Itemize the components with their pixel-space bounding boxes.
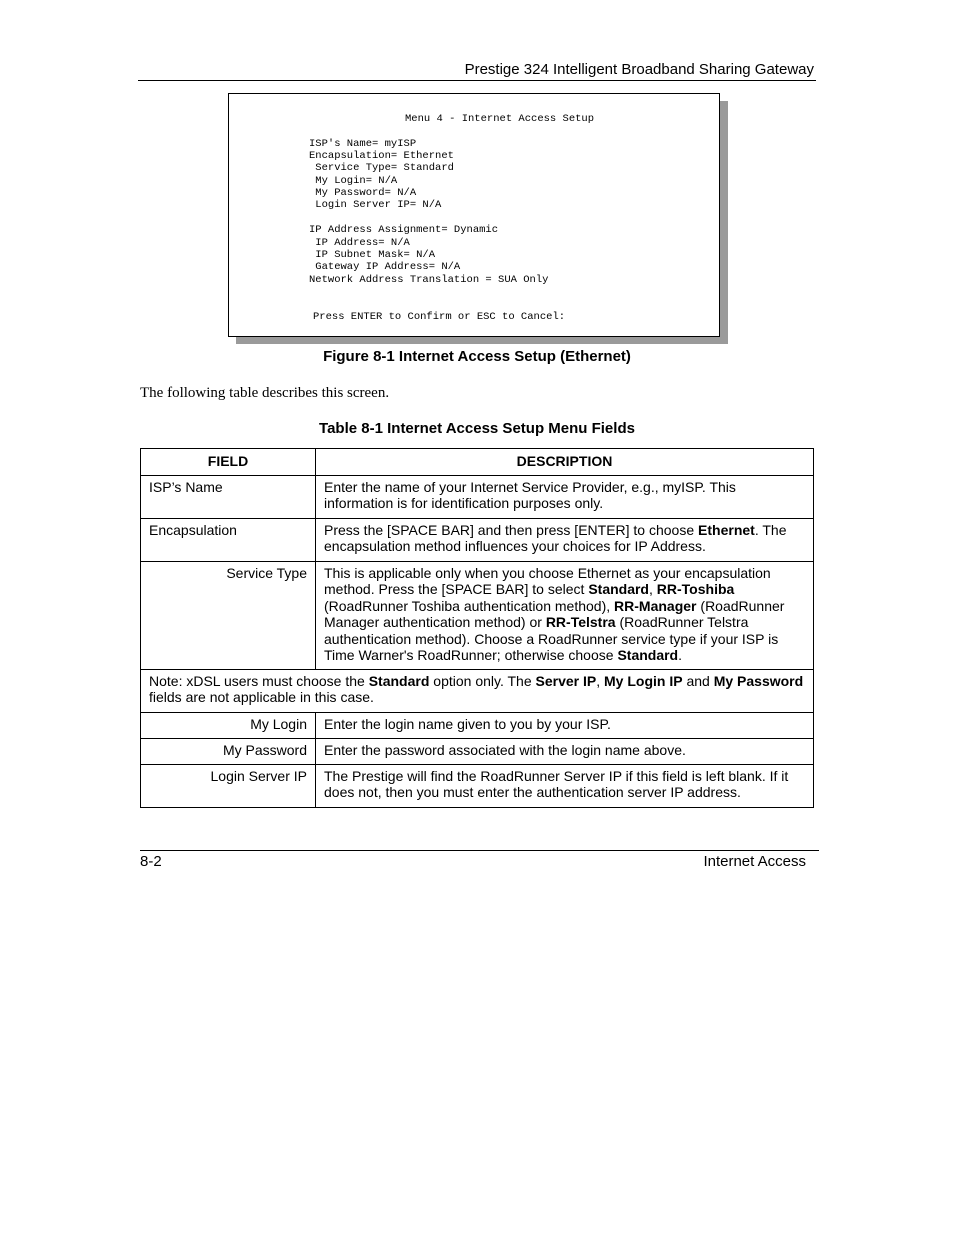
description-cell: Enter the password associated with the login name above. xyxy=(316,738,814,764)
text-run: . xyxy=(678,647,683,663)
field-cell: Service Type xyxy=(141,561,316,669)
screen-line-isp-name: ISP's Name= myISP xyxy=(309,138,417,150)
header-description: DESCRIPTION xyxy=(316,449,814,476)
bold-term: RR-Toshiba xyxy=(656,581,735,597)
table-row xyxy=(141,518,814,561)
bold-term: Standard xyxy=(368,672,430,689)
screen-line-subnet-mask: IP Subnet Mask= N/A xyxy=(309,249,436,261)
field-cell: Encapsulation xyxy=(141,518,316,561)
running-header-title: Prestige 324 Intelligent Broadband Sharing Gateway xyxy=(464,61,814,78)
table-row xyxy=(141,475,814,518)
header-field: FIELD xyxy=(141,449,316,476)
screen-line-nat: Network Address Translation = SUA Only xyxy=(309,274,549,286)
text-run: (RoadRunner Manager authentication method) or xyxy=(324,597,785,630)
field-cell: ISP’s Name xyxy=(141,475,316,518)
bold-term: My Login IP xyxy=(604,672,683,689)
description-cell: Enter the login name given to you by your ISP. xyxy=(316,712,814,738)
text-run: , xyxy=(596,672,604,689)
field-cell: My Password xyxy=(141,738,316,764)
bold-term: Server IP xyxy=(535,672,597,689)
table-row-note xyxy=(141,669,814,712)
text-run: fields are not applicable in this case. xyxy=(149,689,374,705)
bold-term: My Password xyxy=(713,672,804,689)
text-run: This is applicable only when you choose Ethernet as your encapsulation method. Press the [SPACE BAR] to select xyxy=(324,564,771,597)
table-row xyxy=(141,738,814,764)
screen-line-my-password: My Password= N/A xyxy=(309,187,417,199)
screen-line-my-login: My Login= N/A xyxy=(309,175,398,187)
bold-term: RR-Telstra xyxy=(545,614,616,630)
terminal-screen xyxy=(228,93,720,337)
field-cell: My Login xyxy=(141,712,316,738)
field-cell: Login Server IP xyxy=(141,764,316,807)
table-header-row xyxy=(141,449,814,476)
table-row xyxy=(141,764,814,807)
text-run: . The encapsulation method influences your choices for IP Address. xyxy=(324,521,787,554)
screen-line-service-type: Service Type= Standard xyxy=(309,162,454,174)
text-run: (RoadRunner Toshiba authentication method), xyxy=(324,597,615,614)
screen-prompt: Press ENTER to Confirm or ESC to Cancel: xyxy=(313,311,566,323)
fields-table xyxy=(140,448,814,808)
description-cell xyxy=(316,518,814,561)
screen-line-encapsulation: Encapsulation= Ethernet xyxy=(309,150,454,162)
bold-term: Ethernet xyxy=(698,521,755,538)
text-run: Note: xDSL users must choose the xyxy=(149,672,369,689)
footer-divider xyxy=(140,850,819,851)
bold-term: RR-Manager xyxy=(614,597,697,614)
screen-line-login-server-ip: Login Server IP= N/A xyxy=(309,199,442,211)
screen-line-ip-address: IP Address= N/A xyxy=(309,237,410,249)
screen-title: Menu 4 - Internet Access Setup xyxy=(405,113,595,125)
figure-caption: Figure 8-1 Internet Access Setup (Ethernet) xyxy=(323,348,631,365)
bold-term: Standard xyxy=(617,647,679,663)
text-run: (RoadRunner Telstra authentication method). Choose a RoadRunner service type if your ISP is Time Warner's RoadRunner; otherwise choose xyxy=(324,614,779,663)
description-cell: The Prestige will find the RoadRunner Server IP if this field is left blank. If it does not, then you must enter the authentication server IP address. xyxy=(316,764,814,807)
description-cell: Enter the name of your Internet Service Provider, e.g., myISP. This information is for identification purposes only. xyxy=(316,475,814,518)
page-number: 8-2 xyxy=(140,853,162,870)
description-cell xyxy=(316,561,814,669)
note-cell xyxy=(141,669,814,712)
footer-section-title: Internet Access xyxy=(703,853,806,870)
text-run: Press the [SPACE BAR] and then press [ENTER] to choose xyxy=(324,521,699,538)
text-run: , xyxy=(649,581,657,597)
text-run: and xyxy=(682,672,714,689)
intro-paragraph: The following table describes this screen. xyxy=(140,385,390,401)
text-run: option only. The xyxy=(429,672,536,689)
screen-line-gateway: Gateway IP Address= N/A xyxy=(309,261,461,273)
screen-line-ip-assignment: IP Address Assignment= Dynamic xyxy=(309,224,499,236)
table-caption: Table 8-1 Internet Access Setup Menu Fields xyxy=(319,420,635,437)
table-row xyxy=(141,712,814,738)
bold-term: Standard xyxy=(588,581,649,597)
table-row xyxy=(141,561,814,669)
header-divider xyxy=(138,80,816,81)
